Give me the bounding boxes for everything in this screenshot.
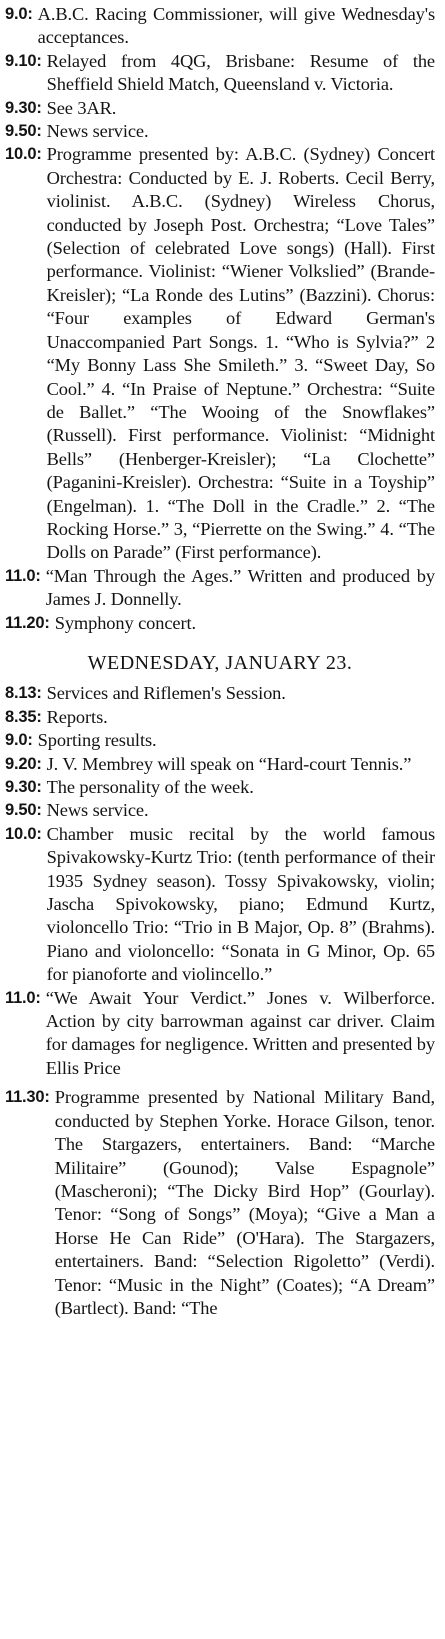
program-time: 9.30: bbox=[5, 778, 42, 796]
program-section-tuesday bbox=[5, 3, 435, 635]
program-description: Programme presented by: A.B.C. (Sydney) Concert Orchestra: Conducted by E. J. Roberts. Cecil Berry, violinist. A.B.C. (Sydney) Wireless Chorus, conducted by Joseph Post. Orchestra; “Love Tales” (Selection of celebrated Love songs) (Hall). First performance. Violinist: “Wiener Volkslied” (Brande-Kreisler); “La Ronde des Lutins” (Bazzini). Chorus: “Four examples of Edward German's Unaccompanied Part Songs. 1. “Who is Sylvia?” 2 “My Bonny Lass She Smileth.” 3. “Sweet Day, So Cool.” 4. “In Praise of Neptune.” Orchestra: “Suite de Ballet.” “The Wooing of the Snowflakes” (Russell). First performance. Violinist: “Midnight Bells” (Henberger-Kreisler); “La Clochette” (Paganini-Kreisler). Orchestra: “Suite in a Toyship” (Engelman). 1. “The Doll in the Cradle.” 2. “The Rocking Horse.” 3, “Pierrette on the Swing.” 4. “The Dolls on Parade” (First performance). bbox=[46, 144, 435, 563]
program-description: Relayed from 4QG, Brisbane: Resume of the Sheffield Shield Match, Queensland v. Victoria. bbox=[46, 50, 435, 95]
program-description: “Man Through the Ages.” Written and produced by James J. Donnelly. bbox=[45, 565, 435, 610]
program-entry bbox=[5, 612, 435, 635]
program-entry bbox=[5, 823, 435, 987]
program-description: J. V. Membrey will speak on “Hard-court Tennis.” bbox=[46, 753, 412, 774]
program-entry bbox=[5, 799, 435, 822]
program-description: News service. bbox=[46, 121, 149, 142]
program-time: 10.0: bbox=[5, 824, 42, 843]
program-time: 9.0: bbox=[5, 5, 33, 23]
program-section-wednesday-late bbox=[5, 1086, 435, 1320]
program-description: Sporting results. bbox=[37, 730, 157, 751]
program-entry bbox=[5, 1086, 435, 1320]
program-time: 8.35: bbox=[5, 707, 42, 726]
program-description: Services and Riflemen's Session. bbox=[46, 683, 286, 704]
program-time: 11.30: bbox=[5, 1088, 50, 1107]
program-entry bbox=[5, 120, 435, 143]
program-entry bbox=[5, 776, 435, 799]
program-entry bbox=[5, 565, 435, 612]
program-entry bbox=[5, 97, 435, 120]
program-time: 9.20: bbox=[5, 754, 42, 773]
program-description: Symphony concert. bbox=[54, 612, 196, 633]
program-description: Chamber music recital by the world famous Spivakowsky-Kurtz Trio: (tenth performance of their 1935 Sydney season). Tossy Spivakowsky, violin; Jascha Spivokowsky, piano; Edmund Kurtz, violoncello Trio: “Trio in B Major, Op. 8” (Brahms). Piano and violoncello: “Sonata in G Minor, Op. 65 for pianoforte and violincello.” bbox=[46, 823, 435, 985]
program-description: Programme presented by National Military Band, conducted by Stephen Yorke. Horace Gilson, tenor. The Stargazers, entertainers. Band: “Marche Militaire” (Gounod); Valse Espagnole” (Mascheroni); “The Dicky Bird Hop” (Gourlay). Tenor: “Song of Songs” (Moya); “Give a Man a Horse He Can Ride” (O'Hara). The Stargazers, entertainers. Band: “Selection Rigoletto” (Verdi). Tenor: “Music in the Night” (Coates); “A Dream” (Bartlect). Band: “The bbox=[54, 1087, 435, 1318]
program-time: 9.0: bbox=[5, 731, 33, 750]
program-description: The personality of the week. bbox=[46, 777, 254, 797]
program-entry bbox=[5, 3, 435, 50]
program-description: News service. bbox=[46, 800, 149, 821]
program-entry bbox=[5, 753, 435, 776]
program-time: 9.50: bbox=[5, 122, 42, 141]
program-time: 11.20: bbox=[5, 613, 50, 632]
program-time: 10.0: bbox=[5, 145, 42, 164]
program-time: 9.30: bbox=[5, 98, 42, 117]
program-description: See 3AR. bbox=[46, 97, 117, 118]
program-time: 11.0: bbox=[5, 988, 41, 1007]
program-time: 9.50: bbox=[5, 801, 42, 820]
program-description: A.B.C. Racing Commissioner, will give Wednesday's acceptances. bbox=[37, 4, 435, 48]
program-entry bbox=[5, 682, 435, 705]
program-entry bbox=[5, 706, 435, 729]
program-description: Reports. bbox=[46, 706, 108, 727]
program-description: “We Await Your Verdict.” Jones v. Wilberforce. Action by city barrowman against car driver. Claim for damages for negligence. Written and presented by Ellis Price bbox=[45, 987, 435, 1078]
program-time: 11.0: bbox=[5, 566, 41, 585]
program-section-wednesday bbox=[5, 682, 435, 1080]
program-time: 8.13: bbox=[5, 684, 42, 703]
program-entry bbox=[5, 987, 435, 1081]
day-heading: WEDNESDAY, JANUARY 23. bbox=[87, 651, 353, 674]
program-entry bbox=[5, 50, 435, 97]
program-time: 9.10: bbox=[5, 51, 42, 70]
program-entry bbox=[5, 729, 435, 752]
program-entry bbox=[5, 143, 435, 564]
